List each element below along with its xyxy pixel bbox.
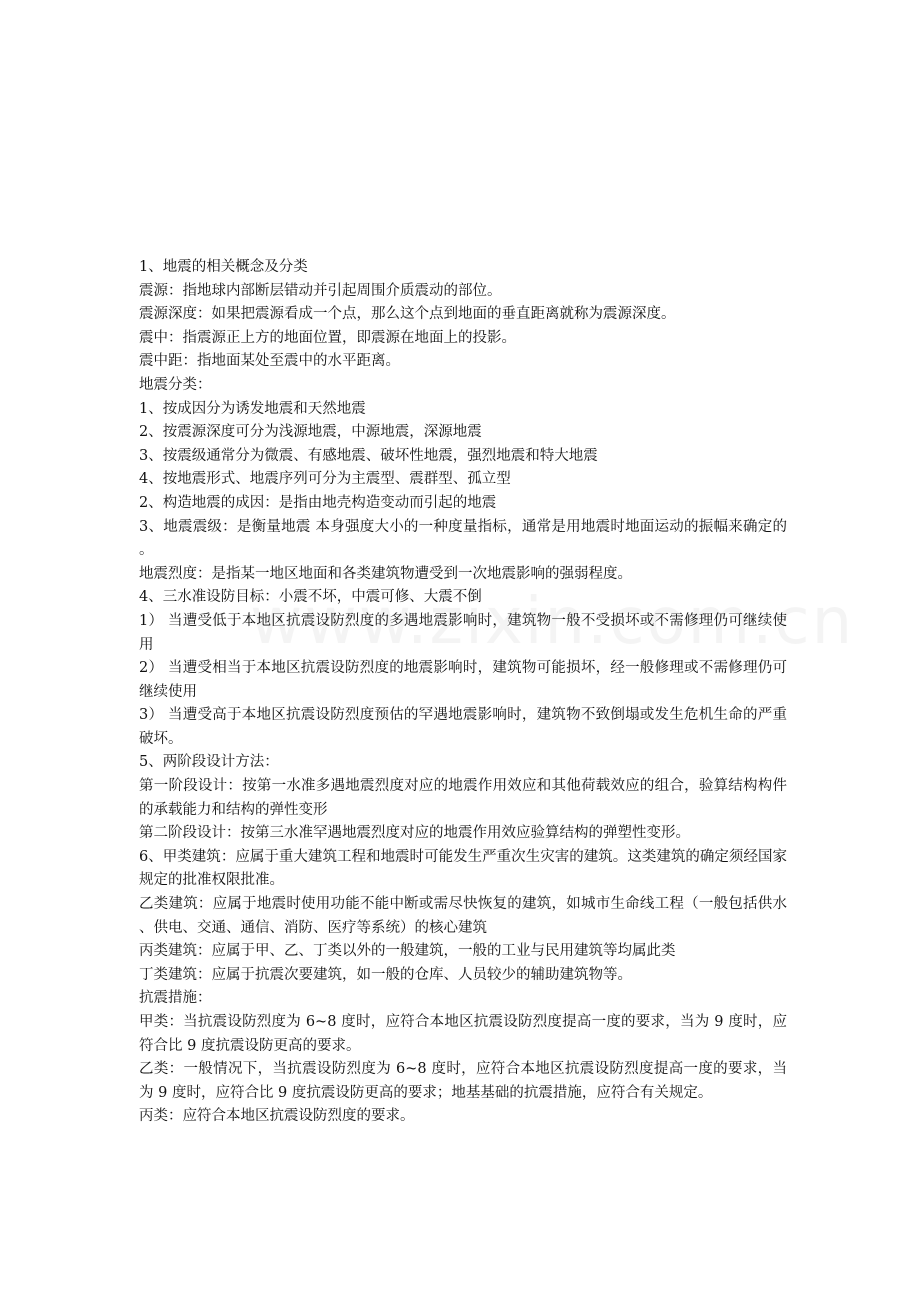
paragraph: 地震烈度：是指某一地区地面和各类建筑物遭受到一次地震影响的强弱程度。 <box>139 565 632 582</box>
list-item: 3） 当遭受高于本地区抗震设防烈度预估的罕遇地震影响时，建筑物不致倒塌或发生危机生命的严重破坏。 <box>139 707 787 747</box>
paragraph: 震源深度：如果把震源看成一个点，那么这个点到地面的垂直距离就称为震源深度。 <box>139 306 676 323</box>
paragraph: 震源：指地球内部断层错动并引起周围介质震动的部位。 <box>139 282 502 299</box>
list-item: 2） 当遭受相当于本地区抗震设防烈度的地震影响时，建筑物可能损坏，经一般修理或不需修理仍可继续使用 <box>139 660 787 700</box>
paragraph: 抗震措施： <box>139 990 212 1007</box>
list-item: 1） 当遭受低于本地区抗震设防烈度的多遇地震影响时，建筑物一般不受损坏或不需修理仍可继续使用 <box>139 612 787 653</box>
list-item: 1、按成因分为诱发地震和天然地震 <box>139 400 366 417</box>
section-heading: 4、三水准设防目标：小震不坏，中震可修、大震不倒 <box>139 589 482 606</box>
paragraph: 丙类建筑：应属于甲、乙、丁类以外的一般建筑，一般的工业与民用建筑等均属此类 <box>139 943 676 960</box>
paragraph: 地震分类： <box>139 376 212 393</box>
document-body <box>139 256 787 1129</box>
paragraph: 乙类建筑：应属于地震时使用功能不能中断或需尽快恢复的建筑，如城市生命线工程（一般包括供水、供电、交通、通信、消防、医疗等系统）的核心建筑 <box>139 896 787 936</box>
section-heading: 1、地震的相关概念及分类 <box>139 259 308 275</box>
paragraph: 丙类：应符合本地区抗震设防烈度的要求。 <box>139 1108 415 1125</box>
paragraph: 第一阶段设计：按第一水准多遇地震烈度对应的地震作用效应和其他荷载效应的组合，验算结构构件的承载能力和结构的弹性变形 <box>139 778 787 818</box>
paragraph: 丁类建筑：应属于抗震次要建筑，如一般的仓库、人员较少的辅助建筑物等。 <box>139 966 632 983</box>
section-heading: 5、两阶段设计方法： <box>139 754 279 771</box>
list-item: 3、按震级通常分为微震、有感地震、破坏性地震，强烈地震和特大地震 <box>139 447 598 464</box>
list-item: 4、按地震形式、地震序列可分为主震型、震群型、孤立型 <box>139 471 511 488</box>
paragraph: 乙类：一般情况下，当抗震设防烈度为 6~8 度时，应符合本地区抗震设防烈度提高一度的要求，当为 9 度时，应符合比 9 度抗震设防更高的要求；地基基础的抗震措施，应符合有关规定。 <box>139 1061 787 1101</box>
paragraph: 甲类：当抗震设防烈度为 6~8 度时，应符合本地区抗震设防烈度提高一度的要求，当为 9 度时，应符合比 9 度抗震设防更高的要求。 <box>139 1014 787 1054</box>
paragraph: 震中距：指地面某处至震中的水平距离。 <box>139 353 400 370</box>
section-heading: 3、地震震级：是衡量地震 本身强度大小的一种度量指标，通常是用地震时地面运动的振幅来确定的。 <box>139 518 787 559</box>
paragraph: 震中：指震源正上方的地面位置，即震源在地面上的投影。 <box>139 329 516 346</box>
section-heading: 6、甲类建筑：应属于重大建筑工程和地震时可能发生严重次生灾害的建筑。这类建筑的确定须经国家规定的批准权限批准。 <box>139 848 787 889</box>
section-heading: 2、构造地震的成因：是指由地壳构造变动而引起的地震 <box>139 494 497 511</box>
paragraph: 第二阶段设计：按第三水准罕遇地震烈度对应的地震作用效应验算结构的弹塑性变形。 <box>139 825 690 842</box>
list-item: 2、按震源深度可分为浅源地震，中源地震，深源地震 <box>139 424 482 441</box>
